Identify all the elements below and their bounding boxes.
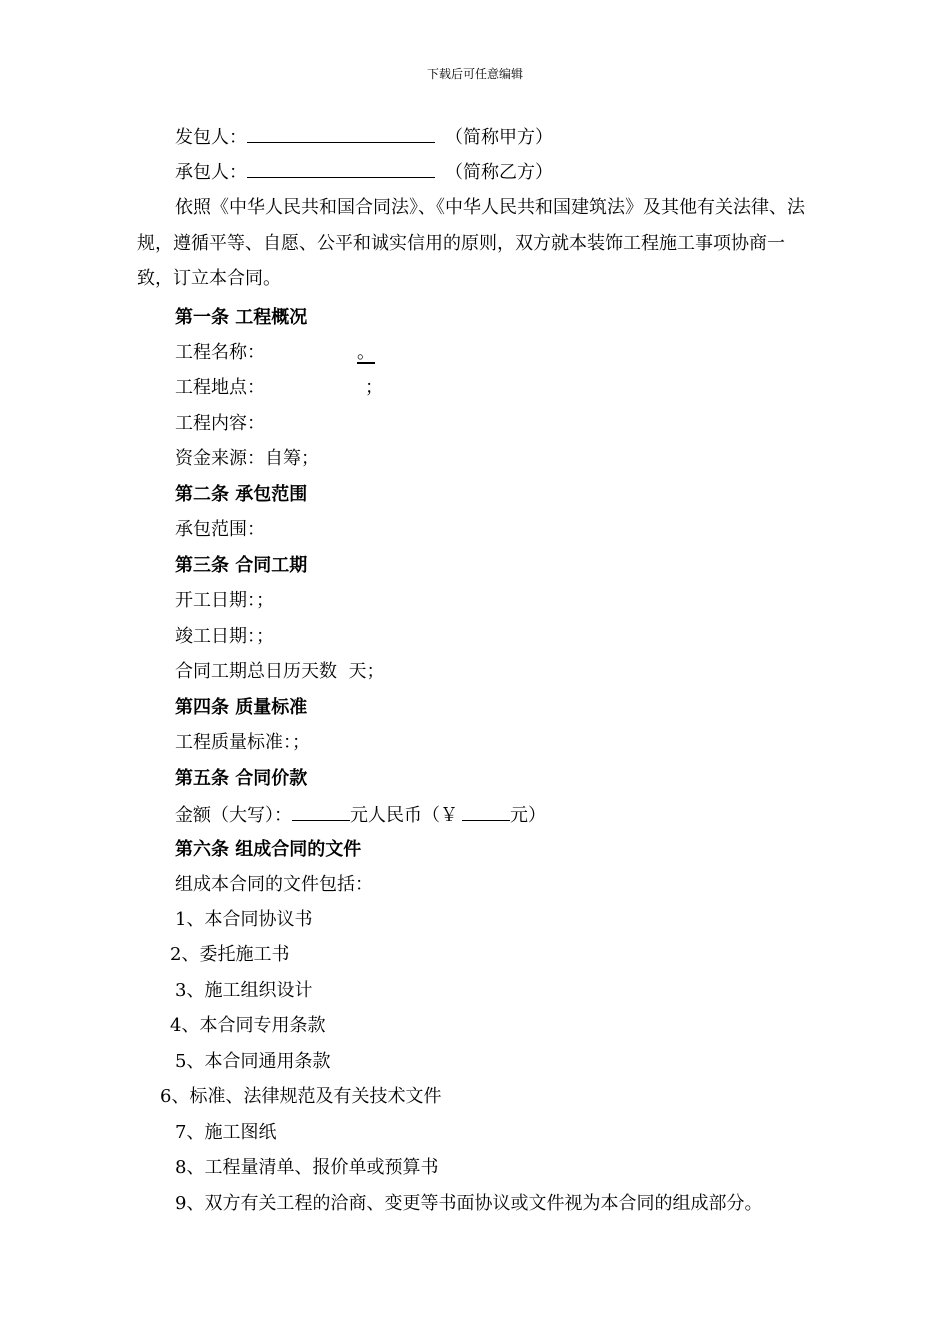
project-name-tail: 。	[357, 342, 375, 363]
article-3-title: 第三条 合同工期	[175, 555, 308, 576]
document-item: 6、标准、法律规范及有关技术文件	[160, 1086, 442, 1107]
funding-source: 资金来源：自筹；	[175, 448, 319, 469]
project-location-label: 工程地点：	[175, 377, 265, 398]
intro-paragraph: 依照《中华人民共和国合同法》、《中华人民共和国建筑法》及其他有关法律、法规，遵循平等、自愿、公平和诚实信用的原则，双方就本装饰工程施工事项协商一致，订立本合同。	[137, 197, 805, 289]
amount-number-blank	[462, 802, 510, 821]
document-item: 5、本合同通用条款	[175, 1051, 331, 1072]
project-location-tail: ；	[365, 377, 383, 398]
contractor-label: 承包人：	[175, 162, 247, 183]
quality-standard: 工程质量标准：；	[175, 732, 310, 753]
document-item: 9、双方有关工程的洽商、变更等书面协议或文件视为本合同的组成部分。	[175, 1193, 763, 1214]
article-1-title: 第一条 工程概况	[175, 307, 308, 328]
project-content: 工程内容：	[175, 413, 265, 434]
project-name-blank	[265, 342, 383, 363]
project-location-line	[175, 376, 383, 400]
contractor-blank	[247, 159, 435, 178]
contract-scope: 承包范围：	[175, 519, 265, 540]
amount-words-blank	[292, 802, 350, 821]
total-duration: 合同工期总日历天数 天；	[175, 661, 385, 682]
amount-mid: 元人民币（￥	[350, 805, 458, 826]
documents-intro: 组成本合同的文件包括：	[175, 874, 373, 895]
document-item: 7、施工图纸	[175, 1122, 277, 1143]
document-item: 1、本合同协议书	[175, 909, 313, 930]
article-5-title: 第五条 合同价款	[175, 768, 308, 789]
article-2-title: 第二条 承包范围	[175, 484, 308, 505]
contractor-line	[175, 159, 553, 185]
article-4-title: 第四条 质量标准	[175, 697, 308, 718]
start-date: 开工日期：；	[175, 590, 274, 611]
amount-label: 金额（大写）：	[175, 805, 292, 826]
completion-date: 竣工日期：；	[175, 626, 274, 647]
project-name-line	[175, 341, 383, 365]
document-item: 2、委托施工书	[170, 944, 290, 965]
employer-blank	[247, 124, 435, 143]
article-6-title: 第六条 组成合同的文件	[175, 839, 362, 860]
amount-tail: 元）	[510, 805, 546, 826]
document-item: 3、施工组织设计	[175, 980, 313, 1001]
contractor-suffix: （简称乙方）	[445, 162, 553, 183]
employer-label: 发包人：	[175, 127, 247, 148]
employer-line	[175, 124, 553, 150]
document-item: 4、本合同专用条款	[170, 1015, 326, 1036]
employer-suffix: （简称甲方）	[445, 127, 553, 148]
document-item: 8、工程量清单、报价单或预算书	[175, 1157, 439, 1178]
amount-line	[175, 802, 546, 828]
page-header: 下载后可任意编辑	[426, 67, 523, 81]
project-name-label: 工程名称：	[175, 342, 265, 363]
